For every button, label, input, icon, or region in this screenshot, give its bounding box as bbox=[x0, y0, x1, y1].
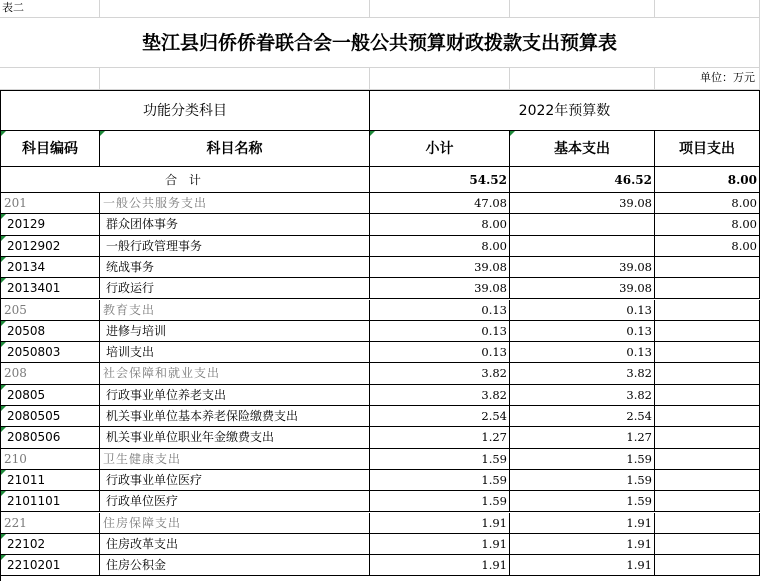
row-subtotal-cell: 0.13 bbox=[370, 321, 510, 342]
row-basic-cell bbox=[510, 214, 655, 235]
row-subtotal-cell: 2.54 bbox=[370, 406, 510, 427]
year-budget-header: 2022年预算数 bbox=[370, 91, 760, 131]
row-subtotal-cell: 8.00 bbox=[370, 214, 510, 235]
row-subtotal-cell: 47.08 bbox=[370, 193, 510, 214]
row-basic-cell: 1.27 bbox=[510, 427, 655, 448]
row-subtotal-cell: 1.27 bbox=[370, 427, 510, 448]
row-code-cell: 21011 bbox=[1, 470, 100, 491]
table-row bbox=[0, 555, 760, 576]
row-name-cell: 进修与培训 bbox=[100, 321, 370, 342]
total-label: 合 计 bbox=[1, 167, 370, 193]
row-subtotal-cell: 1.59 bbox=[370, 491, 510, 512]
row-project-cell bbox=[655, 278, 760, 299]
row-basic-cell: 39.08 bbox=[510, 193, 655, 214]
table-row bbox=[0, 470, 760, 491]
functional-class-header: 功能分类科目 bbox=[1, 91, 370, 131]
table-row bbox=[0, 342, 760, 363]
row-subtotal-cell: 1.59 bbox=[370, 449, 510, 470]
empty-cell bbox=[0, 68, 100, 90]
row-name-cell: 卫生健康支出 bbox=[100, 449, 370, 470]
row-project-cell bbox=[655, 491, 760, 512]
row-basic-cell: 0.13 bbox=[510, 300, 655, 321]
row-subtotal-cell: 0.13 bbox=[370, 342, 510, 363]
empty-cell bbox=[370, 68, 510, 90]
row-name-cell: 住房公积金 bbox=[100, 555, 370, 576]
row-subtotal-cell: 3.82 bbox=[370, 363, 510, 384]
unit-label: 单位：万元 bbox=[655, 68, 760, 90]
row-code-cell: 221 bbox=[1, 513, 100, 534]
row-name-cell: 机关事业单位基本养老保险缴费支出 bbox=[100, 406, 370, 427]
table-row bbox=[0, 513, 760, 534]
table-label: 表二 bbox=[0, 0, 100, 18]
row-subtotal-cell: 3.82 bbox=[370, 385, 510, 406]
name-header: 科目名称 bbox=[100, 131, 370, 167]
table-row bbox=[0, 427, 760, 448]
empty-cell bbox=[510, 0, 655, 18]
row-name-cell: 行政运行 bbox=[100, 278, 370, 299]
row-code-cell: 2210201 bbox=[1, 555, 100, 576]
table-row bbox=[0, 214, 760, 235]
table-row bbox=[0, 363, 760, 384]
row-subtotal-cell: 0.13 bbox=[370, 300, 510, 321]
row-basic-cell: 1.91 bbox=[510, 534, 655, 555]
row-code-cell: 2013401 bbox=[1, 278, 100, 299]
total-subtotal: 54.52 bbox=[370, 167, 510, 193]
row-name-cell: 行政单位医疗 bbox=[100, 491, 370, 512]
row-basic-cell: 3.82 bbox=[510, 385, 655, 406]
basic-header: 基本支出 bbox=[510, 131, 655, 167]
unit-row bbox=[0, 68, 760, 90]
table-row bbox=[0, 534, 760, 555]
empty-cell bbox=[370, 0, 510, 18]
row-code-cell: 205 bbox=[1, 300, 100, 321]
table-row bbox=[0, 257, 760, 278]
label-row bbox=[0, 0, 760, 18]
row-basic-cell: 39.08 bbox=[510, 278, 655, 299]
row-project-cell bbox=[655, 300, 760, 321]
empty-cell bbox=[100, 68, 370, 90]
row-basic-cell: 3.82 bbox=[510, 363, 655, 384]
row-basic-cell: 1.59 bbox=[510, 449, 655, 470]
empty-cell bbox=[655, 0, 760, 18]
table-row bbox=[0, 278, 760, 299]
row-code-cell: 20805 bbox=[1, 385, 100, 406]
row-basic-cell: 0.13 bbox=[510, 321, 655, 342]
row-subtotal-cell: 39.08 bbox=[370, 257, 510, 278]
row-code-cell: 208 bbox=[1, 363, 100, 384]
empty-cell bbox=[100, 0, 370, 18]
row-project-cell bbox=[655, 427, 760, 448]
row-name-cell: 统战事务 bbox=[100, 257, 370, 278]
row-project-cell bbox=[655, 555, 760, 576]
total-project: 8.00 bbox=[655, 167, 760, 193]
row-basic-cell: 1.91 bbox=[510, 555, 655, 576]
row-name-cell: 群众团体事务 bbox=[100, 214, 370, 235]
row-name-cell: 一般公共服务支出 bbox=[100, 193, 370, 214]
row-basic-cell: 39.08 bbox=[510, 257, 655, 278]
row-code-cell: 2101101 bbox=[1, 491, 100, 512]
code-header: 科目编码 bbox=[1, 131, 100, 167]
row-project-cell bbox=[655, 513, 760, 534]
row-subtotal-cell: 39.08 bbox=[370, 278, 510, 299]
table-row bbox=[0, 236, 760, 257]
row-project-cell bbox=[655, 470, 760, 491]
row-subtotal-cell: 1.59 bbox=[370, 470, 510, 491]
row-code-cell: 210 bbox=[1, 449, 100, 470]
header-row-2 bbox=[0, 131, 760, 167]
header-row-1 bbox=[0, 91, 760, 131]
row-project-cell bbox=[655, 385, 760, 406]
row-basic-cell bbox=[510, 236, 655, 257]
row-project-cell bbox=[655, 449, 760, 470]
row-project-cell bbox=[655, 321, 760, 342]
row-project-cell: 8.00 bbox=[655, 236, 760, 257]
row-code-cell: 22102 bbox=[1, 534, 100, 555]
table-row bbox=[0, 300, 760, 321]
row-code-cell: 2080506 bbox=[1, 427, 100, 448]
table-row bbox=[0, 385, 760, 406]
row-project-cell: 8.00 bbox=[655, 214, 760, 235]
table-row bbox=[0, 491, 760, 512]
row-subtotal-cell: 1.91 bbox=[370, 555, 510, 576]
row-code-cell: 20129 bbox=[1, 214, 100, 235]
row-code-cell: 2080505 bbox=[1, 406, 100, 427]
row-code-cell: 2012902 bbox=[1, 236, 100, 257]
table-row bbox=[0, 193, 760, 214]
row-code-cell: 20134 bbox=[1, 257, 100, 278]
project-header: 项目支出 bbox=[655, 131, 760, 167]
row-name-cell: 行政事业单位养老支出 bbox=[100, 385, 370, 406]
title-row bbox=[0, 18, 760, 68]
row-basic-cell: 1.59 bbox=[510, 470, 655, 491]
row-basic-cell: 1.59 bbox=[510, 491, 655, 512]
empty-cell bbox=[510, 68, 655, 90]
row-project-cell bbox=[655, 363, 760, 384]
row-subtotal-cell: 1.91 bbox=[370, 513, 510, 534]
row-basic-cell: 2.54 bbox=[510, 406, 655, 427]
row-code-cell: 20508 bbox=[1, 321, 100, 342]
row-code-cell: 2050803 bbox=[1, 342, 100, 363]
row-project-cell bbox=[655, 406, 760, 427]
row-name-cell: 行政事业单位医疗 bbox=[100, 470, 370, 491]
row-code-cell: 201 bbox=[1, 193, 100, 214]
row-basic-cell: 1.91 bbox=[510, 513, 655, 534]
row-basic-cell: 0.13 bbox=[510, 342, 655, 363]
table-row bbox=[0, 449, 760, 470]
row-subtotal-cell: 8.00 bbox=[370, 236, 510, 257]
row-name-cell: 培训支出 bbox=[100, 342, 370, 363]
row-project-cell bbox=[655, 534, 760, 555]
page-title: 垫江县归侨侨眷联合会一般公共预算财政拨款支出预算表 bbox=[0, 18, 760, 68]
row-name-cell: 住房保障支出 bbox=[100, 513, 370, 534]
row-project-cell bbox=[655, 342, 760, 363]
row-project-cell: 8.00 bbox=[655, 193, 760, 214]
row-name-cell: 一般行政管理事务 bbox=[100, 236, 370, 257]
table-row bbox=[0, 321, 760, 342]
row-project-cell bbox=[655, 257, 760, 278]
row-name-cell: 机关事业单位职业年金缴费支出 bbox=[100, 427, 370, 448]
total-row bbox=[0, 167, 760, 193]
row-name-cell: 社会保障和就业支出 bbox=[100, 363, 370, 384]
row-name-cell: 住房改革支出 bbox=[100, 534, 370, 555]
row-name-cell: 教育支出 bbox=[100, 300, 370, 321]
row-subtotal-cell: 1.91 bbox=[370, 534, 510, 555]
subtotal-header: 小计 bbox=[370, 131, 510, 167]
table-row bbox=[0, 406, 760, 427]
total-basic: 46.52 bbox=[510, 167, 655, 193]
